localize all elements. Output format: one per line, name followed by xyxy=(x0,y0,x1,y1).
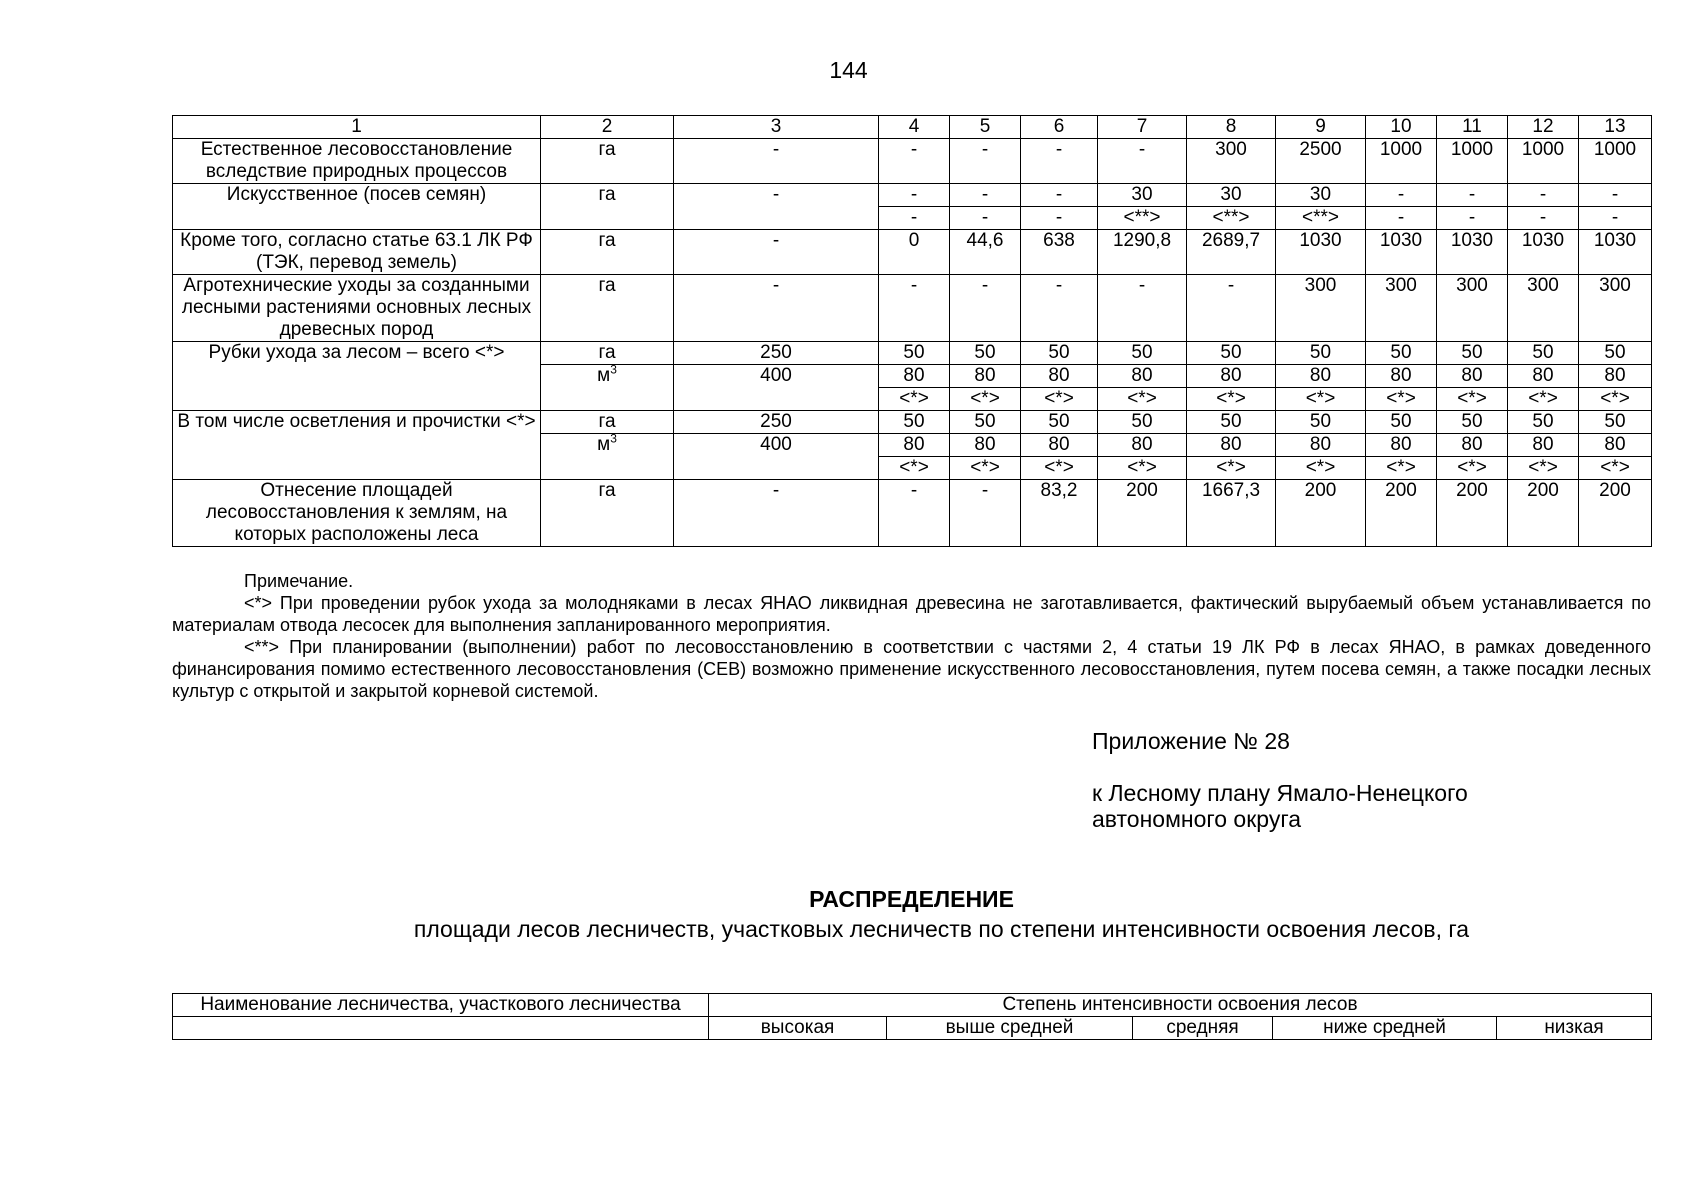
value-cell: 1290,8 xyxy=(1098,230,1187,275)
value-cell: 80 xyxy=(1021,365,1098,388)
unit-superscript: 3 xyxy=(610,362,617,377)
value-cell: 50 xyxy=(1021,342,1098,365)
distribution-header-row xyxy=(173,994,1652,1017)
row-name: В том числе осветления и прочистки <*> xyxy=(173,411,541,480)
value-cell: - xyxy=(674,139,879,184)
appendix-block xyxy=(1092,728,1468,832)
value-cell: 400 xyxy=(674,434,879,480)
note-section xyxy=(172,570,1651,702)
value-cell: 80 xyxy=(879,365,950,388)
appendix-number: Приложение № 28 xyxy=(1092,728,1290,754)
value-cell: - xyxy=(1508,207,1579,230)
unit-m: м xyxy=(597,434,611,455)
value-cell: <**> xyxy=(1276,207,1366,230)
table-row xyxy=(173,342,1652,365)
value-cell: 1030 xyxy=(1579,230,1652,275)
mark-cell: <*> xyxy=(1187,388,1276,411)
value-cell: 1030 xyxy=(1276,230,1366,275)
intensity-level-header: средняя xyxy=(1133,1017,1273,1040)
value-cell: 200 xyxy=(1579,480,1652,547)
value-cell: 300 xyxy=(1508,275,1579,342)
value-cell: 80 xyxy=(1098,365,1187,388)
value-cell: 30 xyxy=(1276,184,1366,207)
mark-cell: <*> xyxy=(1579,388,1652,411)
value-cell: 200 xyxy=(1437,480,1508,547)
mark-cell: <*> xyxy=(1437,457,1508,480)
mark-cell: <*> xyxy=(1508,457,1579,480)
unit-superscript: 3 xyxy=(610,431,617,446)
value-cell: 50 xyxy=(1098,411,1187,434)
value-cell: - xyxy=(1437,207,1508,230)
value-cell: 300 xyxy=(1579,275,1652,342)
value-cell: 1000 xyxy=(1508,139,1579,184)
value-cell: 1030 xyxy=(1437,230,1508,275)
value-cell: 300 xyxy=(1187,139,1276,184)
value-cell: - xyxy=(1098,275,1187,342)
value-cell: - xyxy=(879,480,950,547)
document-title: РАСПРЕДЕЛЕНИЕ xyxy=(809,886,1014,912)
mark-cell: <*> xyxy=(1366,457,1437,480)
mark-cell: <*> xyxy=(879,457,950,480)
mark-cell: <*> xyxy=(1021,457,1098,480)
row-name: Искусственное (посев семян) xyxy=(173,184,541,230)
column-number: 2 xyxy=(541,116,674,139)
mark-cell: <*> xyxy=(1276,457,1366,480)
mark-cell: <*> xyxy=(1098,388,1187,411)
intensity-level-header: ниже средней xyxy=(1273,1017,1497,1040)
value-cell: - xyxy=(674,230,879,275)
value-cell: 300 xyxy=(1276,275,1366,342)
value-cell: 50 xyxy=(1187,411,1276,434)
value-cell: - xyxy=(950,139,1021,184)
value-cell: 50 xyxy=(950,411,1021,434)
unit-m: м xyxy=(597,365,611,386)
intensity-level-header: низкая xyxy=(1497,1017,1652,1040)
value-cell: - xyxy=(1579,207,1652,230)
value-cell: 1000 xyxy=(1437,139,1508,184)
value-cell: 1030 xyxy=(1508,230,1579,275)
value-cell: 80 xyxy=(1021,434,1098,457)
row-name: Агротехнические уходы за созданными лесными растениями основных лесных древесных пород xyxy=(173,275,541,342)
value-cell: 30 xyxy=(1098,184,1187,207)
value-cell: - xyxy=(674,480,879,547)
mark-cell: <*> xyxy=(950,388,1021,411)
value-cell: 44,6 xyxy=(950,230,1021,275)
value-cell: - xyxy=(1021,184,1098,207)
row-name: Рубки ухода за лесом – всего <*> xyxy=(173,342,541,411)
column-number: 12 xyxy=(1508,116,1579,139)
value-cell: 250 xyxy=(674,411,879,434)
value-cell: 80 xyxy=(1187,434,1276,457)
value-cell: 200 xyxy=(1366,480,1437,547)
appendix-ref-line-1: к Лесному плану Ямало-Ненецкого xyxy=(1092,780,1468,806)
value-cell: 80 xyxy=(879,434,950,457)
value-cell: - xyxy=(879,184,950,207)
unit-cell: га xyxy=(541,342,674,365)
mark-cell: <*> xyxy=(950,457,1021,480)
row-name: Отнесение площадей лесовосстановления к землям, на которых расположены леса xyxy=(173,480,541,547)
document-subtitle: площади лесов лесничеств, участковых лесничеств по степени интенсивности освоения лесов, га xyxy=(413,916,1470,942)
value-cell: 80 xyxy=(1276,365,1366,388)
value-cell: - xyxy=(879,139,950,184)
unit-cell: га xyxy=(541,230,674,275)
mark-cell: <*> xyxy=(1508,388,1579,411)
value-cell: 80 xyxy=(950,365,1021,388)
unit-cell xyxy=(541,362,674,411)
value-cell: 1000 xyxy=(1579,139,1652,184)
value-cell: - xyxy=(950,275,1021,342)
unit-cell: га xyxy=(541,411,674,434)
value-cell: 80 xyxy=(1366,365,1437,388)
unit-cell: га xyxy=(541,184,674,230)
value-cell: 200 xyxy=(1508,480,1579,547)
value-cell: 80 xyxy=(1187,365,1276,388)
mark-cell: <*> xyxy=(1276,388,1366,411)
column-number: 3 xyxy=(674,116,879,139)
value-cell: 80 xyxy=(950,434,1021,457)
value-cell: - xyxy=(674,184,879,230)
mark-cell: <*> xyxy=(1366,388,1437,411)
table-row xyxy=(173,480,1652,547)
value-cell: 50 xyxy=(879,411,950,434)
value-cell: 400 xyxy=(674,365,879,411)
value-cell: 50 xyxy=(1579,342,1652,365)
value-cell: <**> xyxy=(1098,207,1187,230)
intensity-levels-row xyxy=(173,1017,1652,1040)
value-cell: - xyxy=(1098,139,1187,184)
value-cell: 50 xyxy=(950,342,1021,365)
table-row xyxy=(173,275,1652,342)
value-cell: 50 xyxy=(1187,342,1276,365)
value-cell: 50 xyxy=(1366,411,1437,434)
value-cell: - xyxy=(1021,139,1098,184)
value-cell: - xyxy=(1366,207,1437,230)
intensity-group-header: Степень интенсивности освоения лесов xyxy=(709,994,1652,1017)
value-cell: - xyxy=(1366,184,1437,207)
value-cell: - xyxy=(1021,275,1098,342)
note-paragraph-1: <*> При проведении рубок ухода за молодняками в лесах ЯНАО ликвидная древесина не заготавливается, фактический вырубаемый объем устанавливается по материалам отвода лесосек для выполнения запланированного мероприятия. xyxy=(172,593,1651,635)
value-cell: 50 xyxy=(1276,411,1366,434)
value-cell: - xyxy=(1579,184,1652,207)
value-cell: 80 xyxy=(1579,434,1652,457)
value-cell: 638 xyxy=(1021,230,1098,275)
value-cell: 1667,3 xyxy=(1187,480,1276,547)
value-cell: 0 xyxy=(879,230,950,275)
unit-cell: га xyxy=(541,275,674,342)
value-cell: 50 xyxy=(1437,411,1508,434)
value-cell: - xyxy=(1437,184,1508,207)
value-cell: 80 xyxy=(1437,434,1508,457)
table-row xyxy=(173,184,1652,207)
row-name: Естественное лесовосстановление вследствие природных процессов xyxy=(173,139,541,184)
mark-cell: <*> xyxy=(1579,457,1652,480)
table-header-row xyxy=(173,116,1652,139)
value-cell: 80 xyxy=(1437,365,1508,388)
value-cell: - xyxy=(950,480,1021,547)
row-name: Кроме того, согласно статье 63.1 ЛК РФ (ТЭК, перевод земель) xyxy=(173,230,541,275)
mark-cell: <*> xyxy=(1437,388,1508,411)
value-cell: 200 xyxy=(1098,480,1187,547)
column-number: 4 xyxy=(879,116,950,139)
value-cell: - xyxy=(1187,275,1276,342)
column-number: 8 xyxy=(1187,116,1276,139)
table-row xyxy=(173,230,1652,275)
table-row xyxy=(173,411,1652,434)
note-title: Примечание. xyxy=(244,571,354,591)
value-cell: - xyxy=(950,184,1021,207)
value-cell: 80 xyxy=(1366,434,1437,457)
intensity-level-header: высокая xyxy=(709,1017,887,1040)
distribution-table xyxy=(172,993,1652,1040)
unit-cell xyxy=(541,431,674,480)
value-cell: 50 xyxy=(1021,411,1098,434)
value-cell: 250 xyxy=(674,342,879,365)
value-cell: - xyxy=(1508,184,1579,207)
column-number: 11 xyxy=(1437,116,1508,139)
appendix-ref-line-2: автономного округа xyxy=(1092,806,1301,832)
value-cell: 50 xyxy=(1579,411,1652,434)
value-cell: <**> xyxy=(1187,207,1276,230)
mark-cell: <*> xyxy=(1187,457,1276,480)
value-cell: 1000 xyxy=(1366,139,1437,184)
column-number: 1 xyxy=(173,116,541,139)
value-cell: 50 xyxy=(1276,342,1366,365)
note-paragraph-2: <**> При планировании (выполнении) работ по лесовосстановлению в соответствии с частями 2, 4 статьи 19 ЛК РФ в лесах ЯНАО, в рамках доведенного финансирования помимо естественного лесовосстановления (СЕВ) возможно применение искусственного лесовосстановления, путем посева семян, а также посадки лесных культур с открытой и закрытой корневой системой. xyxy=(172,637,1651,701)
table-row xyxy=(173,139,1652,184)
mark-cell: <*> xyxy=(1021,388,1098,411)
column-number: 7 xyxy=(1098,116,1187,139)
value-cell: 300 xyxy=(1437,275,1508,342)
value-cell: 2500 xyxy=(1276,139,1366,184)
value-cell: 80 xyxy=(1276,434,1366,457)
unit-cell: га xyxy=(541,480,674,547)
column-number: 13 xyxy=(1579,116,1652,139)
value-cell: 50 xyxy=(1098,342,1187,365)
value-cell: 30 xyxy=(1187,184,1276,207)
column-number: 5 xyxy=(950,116,1021,139)
value-cell: 80 xyxy=(1579,365,1652,388)
value-cell: - xyxy=(950,207,1021,230)
value-cell: 300 xyxy=(1366,275,1437,342)
value-cell: 50 xyxy=(879,342,950,365)
value-cell: - xyxy=(879,207,950,230)
value-cell: 80 xyxy=(1508,434,1579,457)
value-cell: - xyxy=(879,275,950,342)
value-cell: 50 xyxy=(1508,411,1579,434)
value-cell: 83,2 xyxy=(1021,480,1098,547)
value-cell: 50 xyxy=(1508,342,1579,365)
mark-cell: <*> xyxy=(1098,457,1187,480)
mark-cell: <*> xyxy=(879,388,950,411)
value-cell: 1030 xyxy=(1366,230,1437,275)
forest-plan-table xyxy=(172,115,1652,547)
intensity-level-header: выше средней xyxy=(887,1017,1133,1040)
page-number: 144 xyxy=(829,57,868,83)
column-number: 6 xyxy=(1021,116,1098,139)
value-cell: 80 xyxy=(1098,434,1187,457)
value-cell: 50 xyxy=(1437,342,1508,365)
forestry-name-header: Наименование лесничества, участкового лесничества xyxy=(173,994,709,1017)
value-cell: 200 xyxy=(1276,480,1366,547)
value-cell: 50 xyxy=(1366,342,1437,365)
value-cell: 80 xyxy=(1508,365,1579,388)
value-cell: 2689,7 xyxy=(1187,230,1276,275)
value-cell: - xyxy=(674,275,879,342)
value-cell: - xyxy=(1021,207,1098,230)
column-number: 10 xyxy=(1366,116,1437,139)
empty-cell xyxy=(173,1017,709,1040)
column-number: 9 xyxy=(1276,116,1366,139)
unit-cell: га xyxy=(541,139,674,184)
